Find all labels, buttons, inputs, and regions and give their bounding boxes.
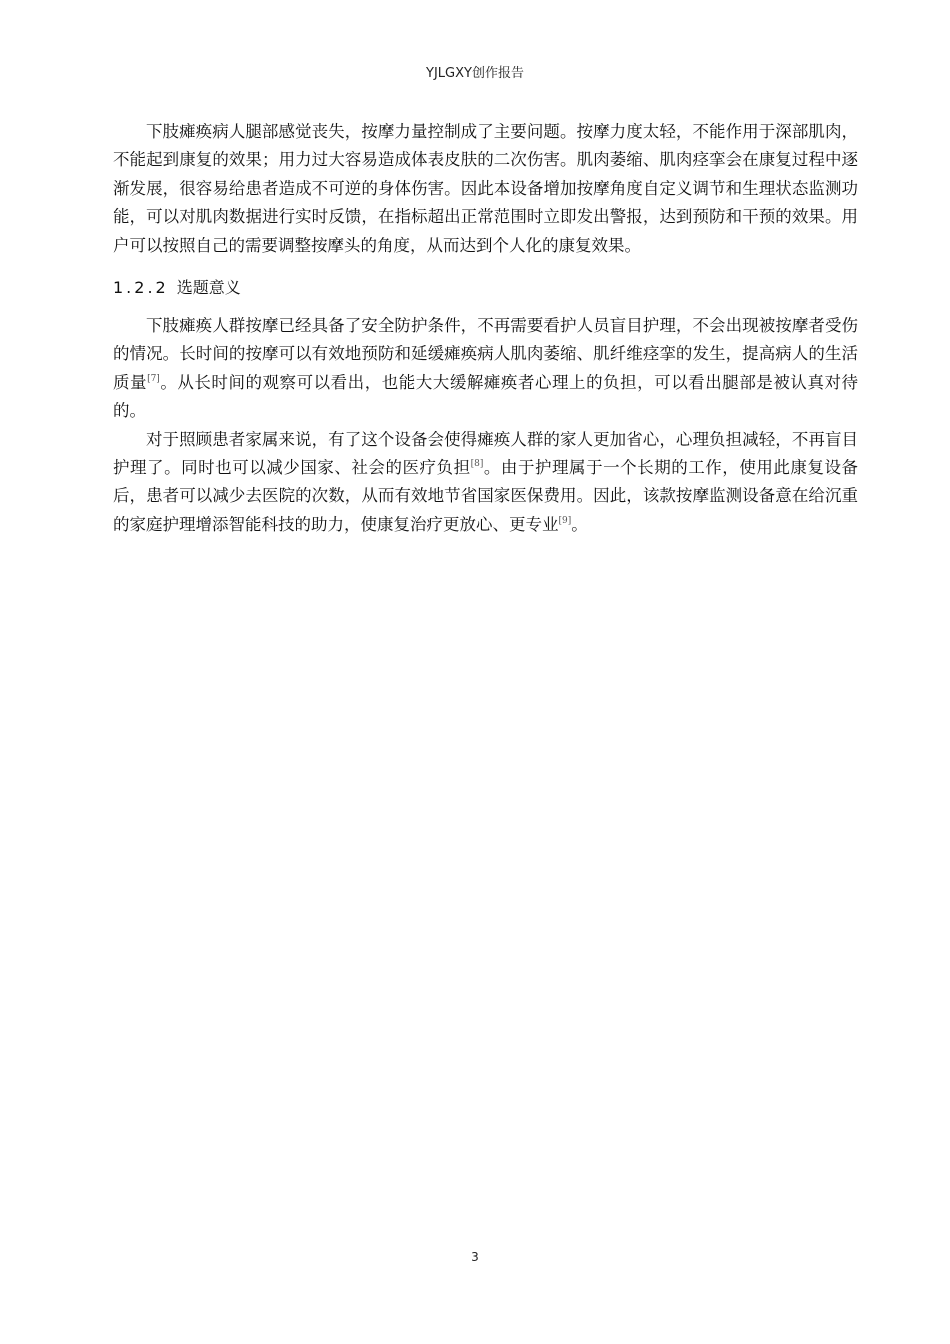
paragraph-text: 下肢瘫痪人群按摩已经具备了安全防护条件，不再需要看护人员盲目护理，不会出现被按摩者受伤的情况。长时间的按摩可以有效地预防和延缓瘫痪病人肌肉萎缩、肌纤维痉挛的发生，提高病人的生活质量 (113, 316, 858, 392)
paragraph-significance-2 (113, 426, 858, 540)
page-number: 3 (471, 1250, 479, 1264)
paragraph-text: 对于照顾患者家属来说，有了这个设备会使得瘫痪人群的家人更加省心，心理负担减轻，不再盲目护理了。同时也可以减少国家、社会的医疗负担 (113, 429, 858, 478)
paragraph-text: 。 (571, 514, 588, 534)
citation-ref-7[interactable]: [7] (147, 373, 160, 384)
document-body (113, 118, 858, 539)
section-number: 1.2.2 (113, 278, 169, 298)
page-header: YJLGXY创作报告 (426, 66, 524, 81)
paragraph-text: 。由于护理属于一个长期的工作，使用此康复设备后，患者可以减少去医院的次数，从而有效地节省国家医保费用。因此，该款按摩监测设备意在给沉重的家庭护理增添智能科技的助力，使康复治疗更放心、更专业 (113, 458, 859, 534)
citation-ref-8[interactable]: [8] (470, 459, 484, 470)
citation-ref-9[interactable]: [9] (558, 515, 572, 526)
section-heading (113, 276, 858, 300)
paragraph-text: 。从长时间的观察可以看出，也能大大缓解瘫痪者心理上的负担，可以看出腿部是被认真对待的。 (113, 372, 859, 421)
paragraph-significance-1 (113, 312, 858, 426)
section-title: 选题意义 (176, 278, 241, 298)
paragraph-problem: 下肢瘫痪病人腿部感觉丧失，按摩力量控制成了主要问题。按摩力度太轻，不能作用于深部肌肉，不能起到康复的效果；用力过大容易造成体表皮肤的二次伤害。肌肉萎缩、肌肉痉挛会在康复过程中逐渐发展，很容易给患者造成不可逆的身体伤害。因此本设备增加按摩角度自定义调节和生理状态监测功能，可以对肌肉数据进行实时反馈，在指标超出正常范围时立即发出警报，达到预防和干预的效果。用户可以按照自己的需要调整按摩头的角度，从而达到个人化的康复效果。 (113, 122, 858, 255)
